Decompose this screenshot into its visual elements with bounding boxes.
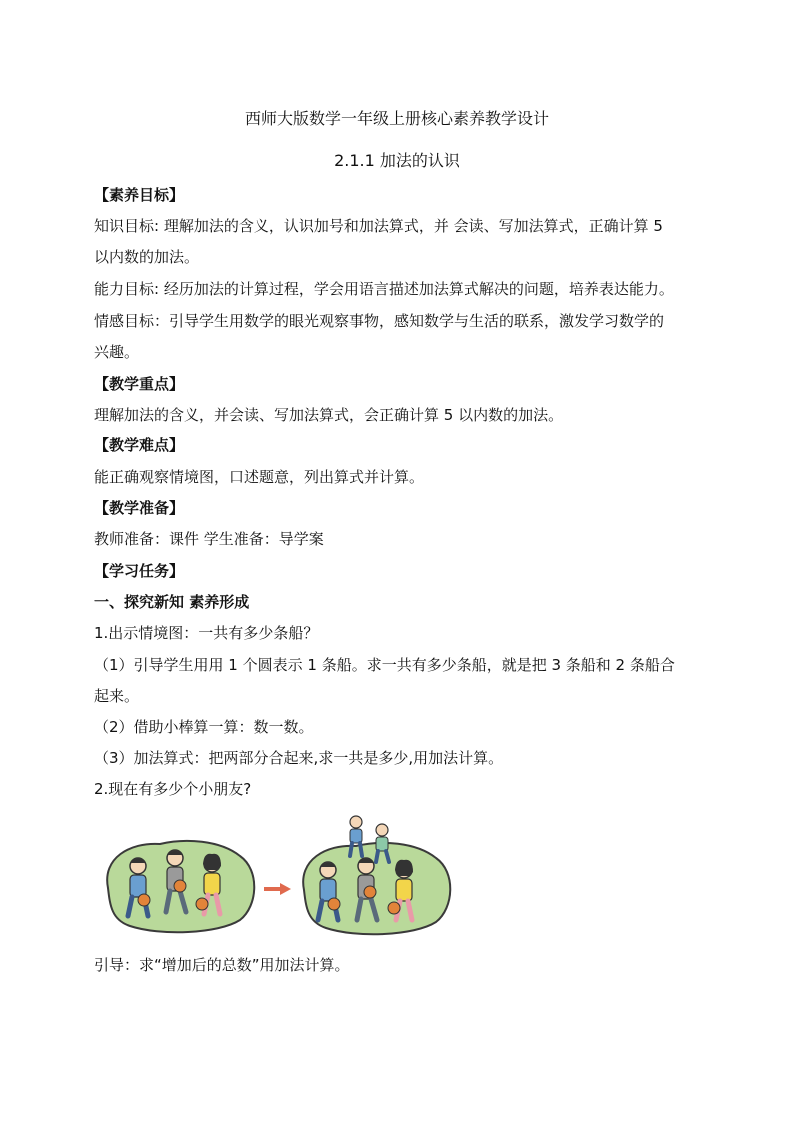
difficulty-heading: 【教学难点】 — [94, 436, 185, 454]
basketball-icon — [196, 898, 208, 910]
task-item-2: 2.现在有多少个小朋友? — [94, 780, 252, 798]
task-item-1-1-line2: 起来。 — [94, 687, 140, 705]
guide-text: 引导：求“增加后的总数”用加法计算。 — [94, 956, 350, 974]
goal-ability: 能力目标: 经历加法的计算过程，学会用语言描述加法算式解决的问题，培养表达能力。 — [94, 280, 674, 298]
goal-knowledge-line1: 知识目标: 理解加法的含义，认识加号和加法算式，并 会读、写加法算式，正确计算 5 — [94, 217, 663, 235]
key-points-text: 理解加法的含义，并会读、写加法算式，会正确计算 5 以内数的加法。 — [94, 406, 564, 424]
basketball-icon — [174, 880, 186, 892]
basketball-icon — [388, 902, 400, 914]
task-item-1: 1.出示情境图：一共有多少条船？ — [94, 624, 319, 642]
task-item-1-2: （2）借助小棒算一算：数一数。 — [94, 718, 314, 736]
goal-emotion-line1: 情感目标：引导学生用数学的眼光观察事物，感知数学与生活的联系，激发学习数学的 — [94, 312, 665, 330]
basketball-icon — [364, 886, 376, 898]
goal-knowledge-line2: 以内数的加法。 — [94, 248, 200, 266]
goals-heading: 【素养目标】 — [94, 186, 185, 204]
preparation-text: 教师准备：课件 学生准备：导学案 — [94, 530, 324, 548]
preparation-heading: 【教学准备】 — [94, 499, 185, 517]
task-item-1-1-line1: （1）引导学生用用 1 个圆表示 1 条船。求一共有多少条船，就是把 3 条船和 2 条船合 — [94, 656, 675, 674]
page-title: 西师大版数学一年级上册核心素养教学设计 — [244, 109, 549, 128]
lesson-subtitle: 2.1.1 加法的认识 — [334, 151, 460, 170]
difficulty-text: 能正确观察情境图，口述题意，列出算式并计算。 — [94, 468, 425, 486]
goal-emotion-line2: 兴趣。 — [94, 343, 140, 361]
arrow-right-icon — [264, 882, 292, 896]
scene-before-illustration — [100, 828, 260, 936]
part1-heading: 一、探究新知 素养形成 — [94, 593, 250, 611]
tasks-heading: 【学习任务】 — [94, 562, 185, 580]
basketball-icon — [138, 894, 150, 906]
scene-after-illustration — [296, 812, 456, 940]
key-points-heading: 【教学重点】 — [94, 375, 185, 393]
task-item-1-3: （3）加法算式：把两部分合起来,求一共是多少,用加法计算。 — [94, 749, 504, 767]
basketball-icon — [328, 898, 340, 910]
